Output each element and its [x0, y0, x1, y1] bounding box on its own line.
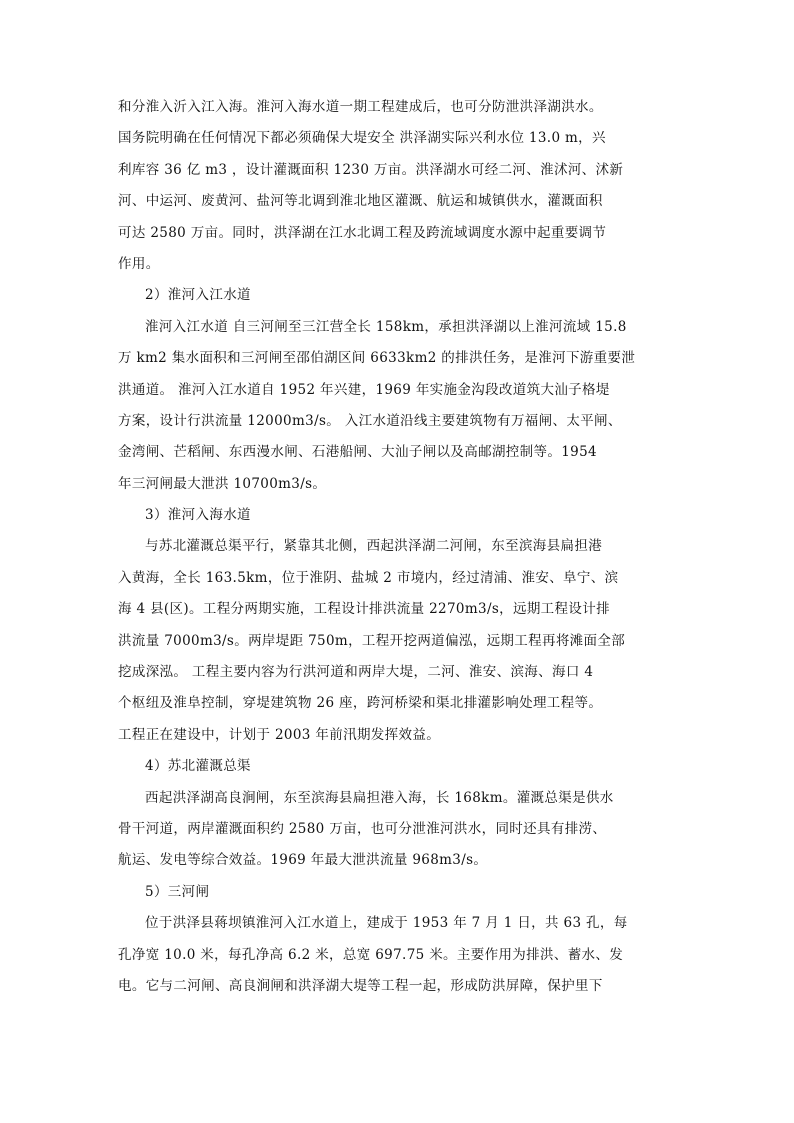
text-line: 年三河闸最大泄洪 10700m3/s。 [118, 475, 327, 492]
text-line: 骨干河道，两岸灌溉面积约 2580 万亩，也可分泄淮河洪水，同时还具有排涝、 [118, 820, 607, 837]
text-line: 洪流量 7000m3/s。两岸堤距 750m，工程开挖两道偏泓，远期工程再将滩面全部 [118, 632, 626, 649]
text-line: 可达 2580 万亩。同时，洪泽湖在江水北调工程及跨流域调度水源中起重要调节 [118, 224, 607, 241]
text-line: 海 4 县(区)。工程分两期实施，工程设计排洪流量 2270m3/s，远期工程设计排 [118, 601, 610, 618]
text-line: 工程正在建设中，计划于 2003 年前汛期发挥效益。 [118, 726, 441, 743]
text-line: 入黄海，全长 163.5km，位于淮阴、盐城 2 市境内，经过清浦、淮安、阜宁、滨 [118, 569, 619, 586]
text-line: 与苏北灌溉总渠平行，紧靠其北侧，西起洪泽湖二河闸，东至滨海县扁担港 [145, 538, 603, 555]
text-line: 和分淮入沂入江入海。淮河入海水道一期工程建成后，也可分防泄洪泽湖洪水。 [118, 99, 603, 115]
section-heading: 5）三河闸 [145, 883, 210, 900]
section-heading: 2）淮河入江水道 [145, 287, 251, 304]
text-line: 洪通道。 淮河入江水道自 1952 年兴建，1969 年实施金沟段改道筑大汕子格堤 [118, 381, 610, 398]
text-line: 航运、发电等综合效益。1969 年最大泄洪流量 968m3/s。 [118, 852, 488, 869]
text-line: 河、中运河、废黄河、盐河等北调到淮北地区灌溉、航运和城镇供水，灌溉面积 [118, 193, 603, 210]
text-line: 孔净宽 10.0 米，每孔净高 6.2 米，总宽 697.75 米。主要作用为排洪、蓄水、发 [118, 946, 624, 963]
section-heading: 4）苏北灌溉总渠 [145, 758, 251, 775]
text-line: 个枢纽及淮阜控制，穿堤建筑物 26 座，跨河桥梁和渠北排灌影响处理工程等。 [118, 695, 603, 712]
text-line: 万 km2 集水面积和三河闸至邵伯湖区间 6633km2 的排洪任务，是淮河下游重要泄 [118, 350, 636, 367]
text-line: 利库容 36 亿 m3 ，设计灌溉面积 1230 万亩。洪泽湖水可经二河、淮沭河、沭新 [118, 161, 624, 178]
section-heading: 3）淮河入海水道 [145, 507, 251, 524]
text-line: 位于洪泽县蒋坝镇淮河入江水道上，建成于 1953 年 7 月 1 日，共 63 孔，每 [145, 915, 628, 932]
text-line: 淮河入江水道 自三河闸至三江营全长 158km，承担洪泽湖以上淮河流域 15.8 [145, 318, 627, 335]
text-line: 西起洪泽湖高良涧闸，东至滨海县扁担港入海，长 168km。灌溉总渠是供水 [145, 789, 614, 806]
text-line: 金湾闸、芒稻闸、东西漫水闸、石港船闸、大汕子闸以及高邮湖控制等。1954 [118, 444, 597, 461]
text-line: 挖成深泓。 工程主要内容为行洪河道和两岸大堤，二河、淮安、滨海、海口 4 [118, 664, 594, 681]
text-line: 方案，设计行洪流量 12000m3/s。 入江水道沿线主要建筑物有万福闸、太平闸、 [118, 412, 622, 429]
text-line: 国务院明确在任何情况下都必须确保大堤安全 洪泽湖实际兴利水位 13.0 m，兴 [118, 130, 606, 147]
text-line: 电。它与二河闸、高良涧闸和洪泽湖大堤等工程一起，形成防洪屏障，保护里下 [118, 977, 603, 994]
document-page [118, 92, 682, 1002]
text-line: 作用。 [118, 255, 160, 272]
